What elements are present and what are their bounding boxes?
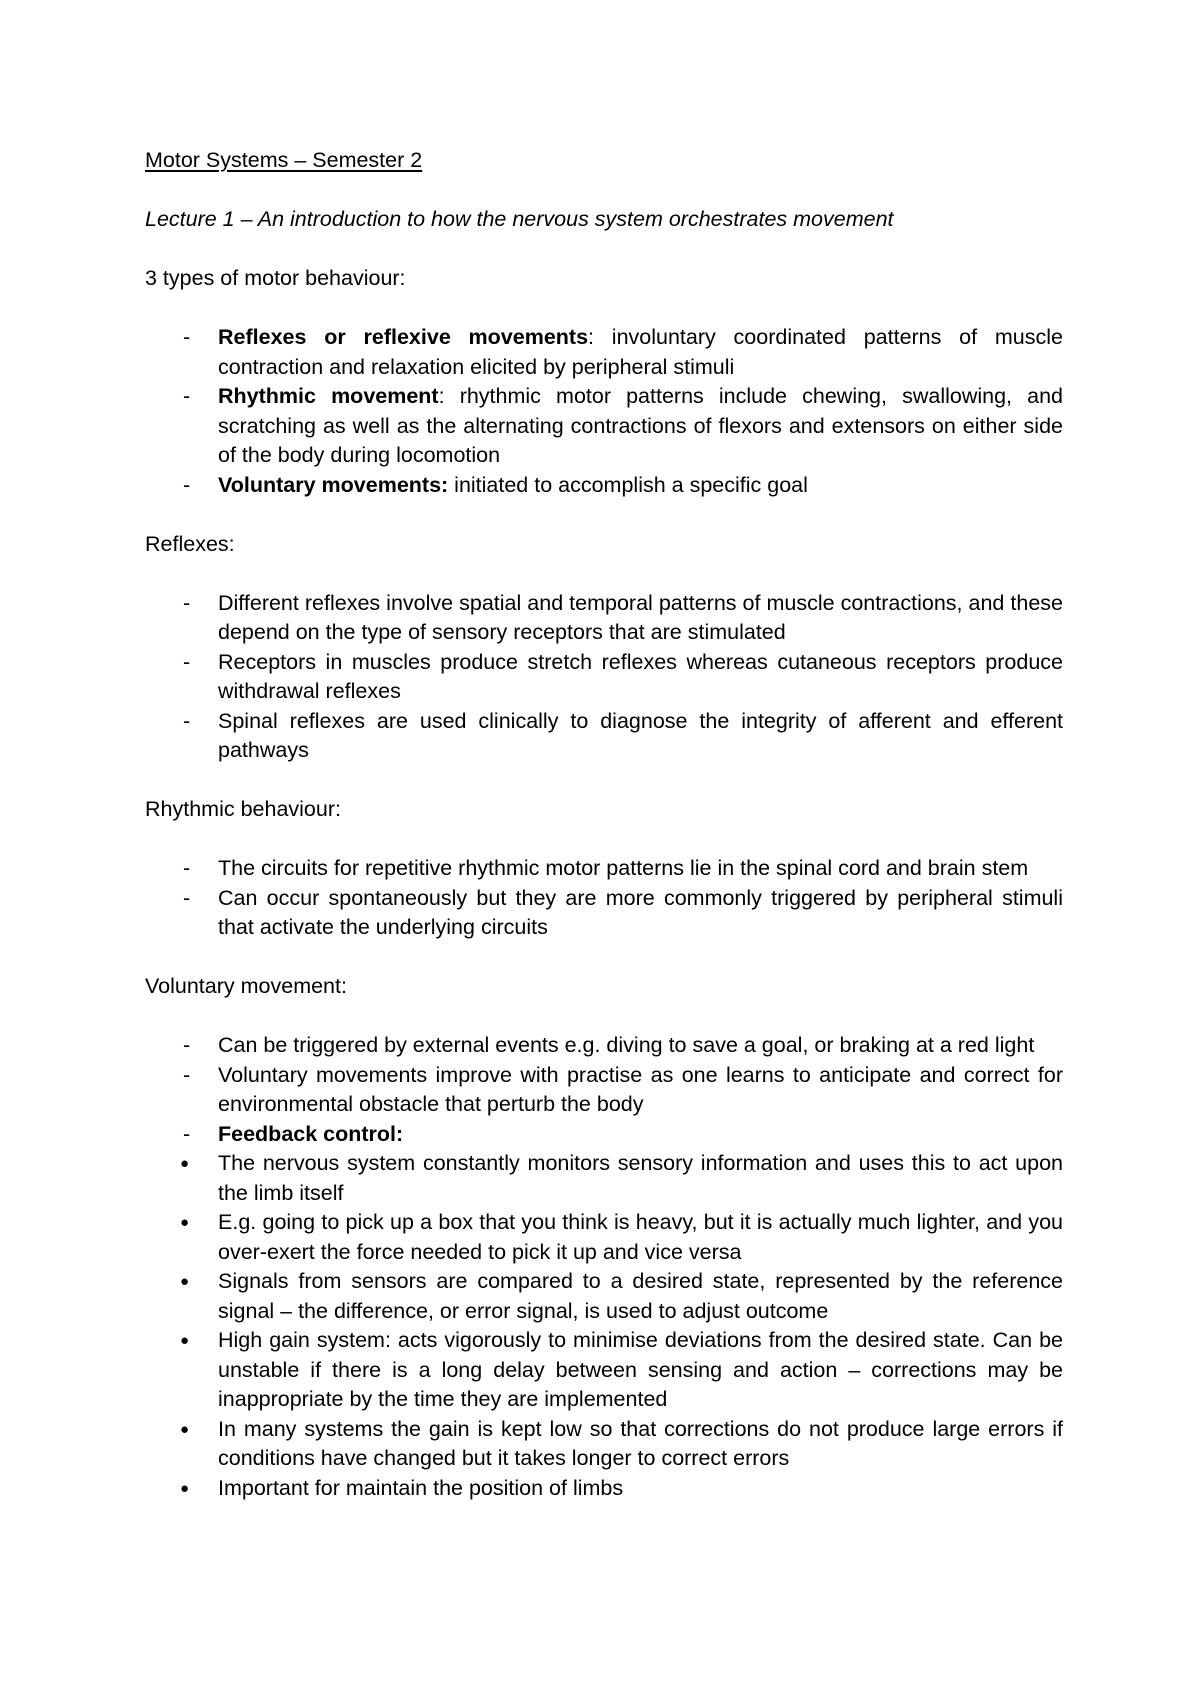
feedback-control-label: Feedback control: <box>218 1121 404 1146</box>
term: Rhythmic movement <box>218 384 439 408</box>
bullet-item: ● Important for maintain the position of limbs <box>218 1474 1063 1504</box>
document-body <box>145 146 1063 1533</box>
list-item: - Receptors in muscles produce stretch reflexes whereas cutaneous receptors produce withdrawal reflexes <box>145 648 1063 707</box>
list-item: - Spinal reflexes are used clinically to diagnose the integrity of afferent and efferent pathways <box>145 707 1063 766</box>
term: Reflexes or reflexive movements <box>218 325 589 349</box>
definition: : involuntary coordinated patterns of muscle contraction and relaxation elicited by peripheral stimuli <box>218 325 1063 379</box>
bullet-item: ● Signals from sensors are compared to a desired state, represented by the reference signal – the difference, or error signal, is used to adjust outcome <box>218 1267 1063 1326</box>
list-item: - Can be triggered by external events e.g. diving to save a goal, or braking at a red light <box>145 1031 1063 1061</box>
bullet-item: ● E.g. going to pick up a box that you think is heavy, but it is actually much lighter, and you over-exert the force needed to pick it up and vice versa <box>218 1208 1063 1267</box>
types-heading: 3 types of motor behaviour: <box>145 266 406 290</box>
list-item <box>145 323 1063 382</box>
list-item: - Different reflexes involve spatial and temporal patterns of muscle contractions, and these depend on the type of sensory receptors that are stimulated <box>145 589 1063 648</box>
definition: : rhythmic motor patterns include chewing, swallowing, and scratching as well as the alternating contractions of flexors and extensors on either side of the body during locomotion <box>218 384 1063 467</box>
list-item <box>145 471 1063 501</box>
voluntary-heading: Voluntary movement: <box>145 974 347 998</box>
definition: initiated to accomplish a specific goal <box>448 472 808 497</box>
bullet-item: ● The nervous system constantly monitors sensory information and uses this to act upon the limb itself <box>218 1149 1063 1208</box>
list-item: - The circuits for repetitive rhythmic motor patterns lie in the spinal cord and brain stem <box>145 854 1063 884</box>
list-item <box>145 382 1063 471</box>
bullet-item: ● In many systems the gain is kept low so that corrections do not produce large errors if conditions have changed but it takes longer to correct errors <box>218 1415 1063 1474</box>
bullet-item: ● High gain system: acts vigorously to minimise deviations from the desired state. Can be unstable if there is a long delay between sensing and action – corrections may be inappropriate by the time they are implemented <box>218 1326 1063 1415</box>
list-item: - Can occur spontaneously but they are more commonly triggered by peripheral stimuli that activate the underlying circuits <box>145 884 1063 943</box>
reflexes-list <box>145 589 1063 766</box>
feedback-bullets <box>218 1149 1063 1503</box>
reflexes-heading: Reflexes: <box>145 531 235 556</box>
rhythmic-list <box>145 854 1063 943</box>
lecture-title: Lecture 1 – An introduction to how the nervous system orchestrates movement <box>145 207 894 231</box>
document-title: Motor Systems – Semester 2 <box>145 148 423 172</box>
list-item: - Voluntary movements improve with practise as one learns to anticipate and correct for environmental obstacle that perturb the body <box>145 1061 1063 1120</box>
types-list <box>145 323 1063 500</box>
rhythmic-heading: Rhythmic behaviour: <box>145 797 341 821</box>
term: Voluntary movements: <box>218 472 449 497</box>
voluntary-list <box>145 1031 1063 1503</box>
list-item <box>145 1120 1063 1504</box>
